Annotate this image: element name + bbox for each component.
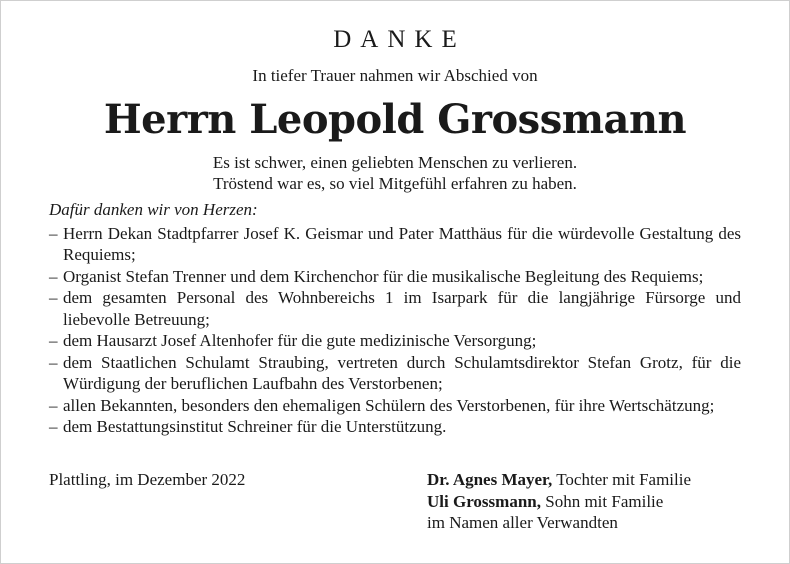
signatures: [427, 469, 691, 534]
thanks-list: [49, 223, 741, 438]
thanks-item: – dem Hausarzt Josef Altenhofer für die gute medizinische Versorgung;: [49, 330, 741, 352]
thanks-item: – allen Bekannten, besonders den ehemaligen Schülern des Verstorbenen, für ihre Wertschätzung;: [49, 395, 741, 417]
signature-name: Dr. Agnes Mayer,: [427, 470, 553, 489]
header-section: [1, 25, 789, 194]
signature-relation: Sohn mit Familie: [541, 491, 664, 511]
thanks-item: – Herrn Dekan Stadtpfarrer Josef K. Geismar und Pater Matthäus für die würdevolle Gestaltung des Requiems;: [49, 223, 741, 266]
thanks-item: – dem gesamten Personal des Wohnbereichs 1 im Isarpark für die langjährige Fürsorge und liebevolle Betreuung;: [49, 287, 741, 330]
signature-line-1: [427, 469, 691, 491]
quote-line-2: Tröstend war es, so viel Mitgefühl erfahren zu haben.: [213, 174, 577, 193]
thanks-item: – Organist Stefan Trenner und dem Kirchenchor für die musikalische Begleitung des Requiems;: [49, 266, 741, 288]
heading-danke: DANKE: [333, 26, 466, 53]
quote-line-1: Es ist schwer, einen geliebten Menschen zu verlieren.: [212, 153, 578, 172]
thanks-section: [49, 199, 741, 438]
thanks-item: – dem Staatlichen Schulamt Straubing, vertreten durch Schulamtsdirektor Stefan Grotz, für die Würdigung der beruflichen Laufbahn des Verstorbenen;: [49, 352, 741, 395]
signature-relation: Tochter mit Familie: [552, 470, 692, 489]
quote: [1, 152, 789, 194]
thanks-heading: Dafür danken wir von Herzen:: [49, 200, 258, 219]
signature-line-2: [427, 491, 691, 513]
thanks-item: – dem Bestattungsinstitut Schreiner für die Unterstützung.: [49, 416, 741, 438]
intro-line: In tiefer Trauer nahmen wir Abschied von: [252, 66, 538, 85]
place-date: Plattling, im Dezember 2022: [49, 470, 246, 489]
closing-line: im Namen aller Verwandten: [427, 513, 618, 532]
deceased-name: Herrn Leopold Grossmann: [103, 96, 687, 143]
signature-name: Uli Grossmann,: [427, 491, 541, 511]
